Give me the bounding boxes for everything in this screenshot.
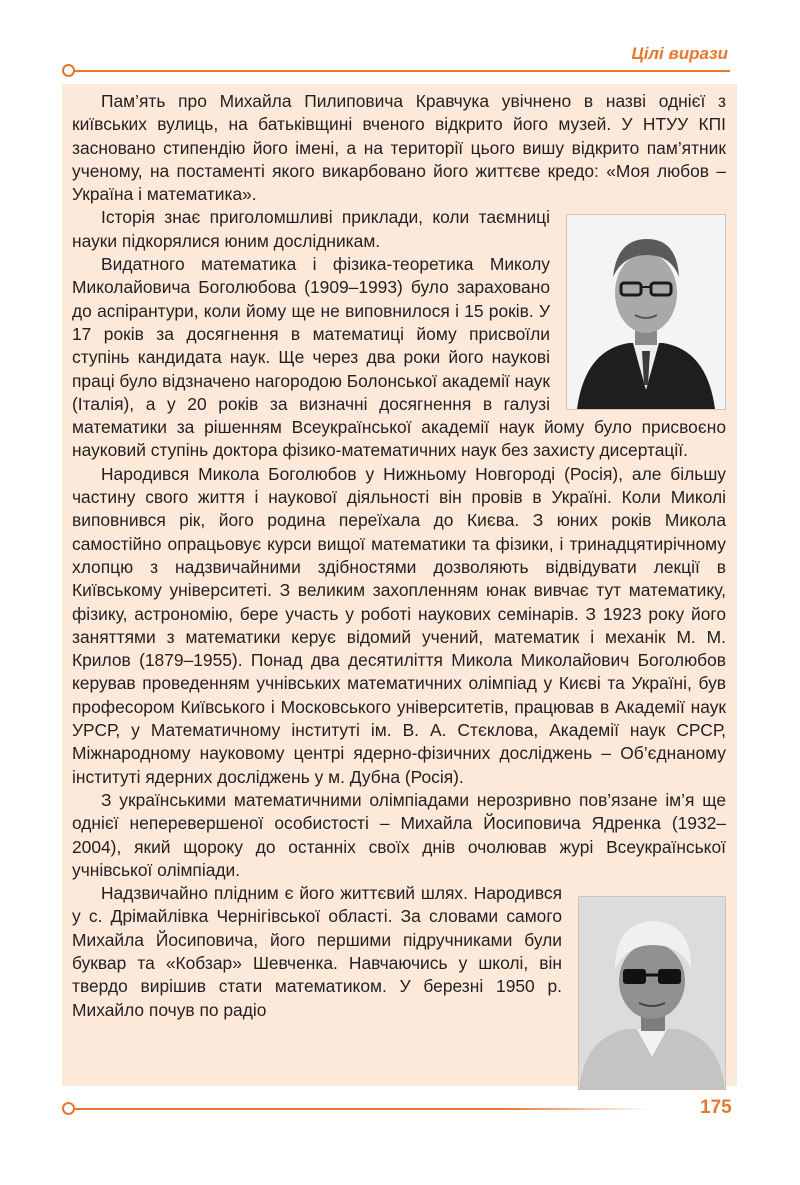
paragraph-bogolyubov-career: Видатного математика і фізика-теоретика Миколу Миколайовича Боголюбова (1909–1993) було зараховано до аспірантури, коли йому ще не виповнилося і 15 років. У 17 років за досягнення в математиці йому присвоїли ступінь кандидата наук. Ще через два роки його наукові праці було відзначено нагородою Болонської академії наук (Італія), а у 20 років за визначні досягнення в галузі математики за рішенням Всеукраїнської академії наук йому було присвоєно науковий ступінь доктора фізико-математичних наук без захисту дисертації. [72, 254, 726, 461]
bogolyubov-portrait-icon [567, 215, 725, 409]
bogolyubov-portrait [566, 214, 726, 410]
article-text [72, 90, 726, 1094]
paragraph-yadrenko-life: Надзвичайно плідним є його життєвий шлях. Народився у с. Дрімайлівка Чернігівської області. За словами самого Михайла Йосиповича, його першими підручниками були буквар та «Кобзар» Шевченка. Навчаючись у школі, він твердо вирішив стати математиком. У березні 1950 р. Михайло почув по радіо [72, 883, 562, 1020]
section-title: Цілі вирази [631, 44, 728, 63]
paragraph-young-researchers: Історія знає приголомшливі приклади, коли таємниці науки підкорялися юним дослідникам. [72, 207, 550, 251]
footer-rule-ring [62, 1102, 75, 1115]
header-rule [70, 70, 730, 72]
paragraph-kravchuk: Пам’ять про Михайла Пилиповича Кравчука увічнено в назві однієї з київських вулиць, на батьківщині вченого відкрито його музей. У НТУУ КПІ засновано стипендію його імені, а на території цього вишу відкрито пам’ятник ученому, на постаменті якого викарбовано його життєве кредо: «Моя любов – Україна і математика». [72, 91, 726, 205]
header-rule-ring [62, 64, 75, 77]
yadrenko-portrait-icon [579, 897, 725, 1089]
yadrenko-portrait [578, 896, 726, 1090]
paragraph-yadrenko-intro: З українськими математичними олімпіадами нерозривно пов’язане ім’я ще однієї неперевершеної особистості – Михайла Йосиповича Ядренка (1932–2004), який щороку до останніх своїх днів очолював журі Всеукраїнської учнівської олімпіади. [72, 789, 726, 880]
paragraph-bogolyubov-biography: Народився Микола Боголюбов у Нижньому Новгороді (Росія), але більшу частину свого життя і наукової діяльності він провів в Україні. Коли Миколі виповнився рік, його родина переїхала до Києва. З юних років Микола самостійно опрацьовує курси вищої математики та фізики, і тринадцятирічному хлопцю з надзвичайними здібностями дозволяють відвідувати лекції в Київському університеті. З великим захопленням юнак вивчає тут математику, фізику, астрономію, бере участь у роботі наукових семінарів. З 1923 року його заняттями з математики керує відомий учений, математик і механік М. М. Крилов (1879–1955). Понад два десятиліття Микола Миколайович Боголюбов керував проведенням учнівських математичних олімпіад у Києві та Україні, був професором Київського і Московського університетів, працював в Академії наук УРСР, у Математичному інституті ім. В. А. Стєклова, Академії наук СРСР, Міжнародному науковому центрі ядерно-фізичних досліджень – Об’єднаному інституті ядерних досліджень у м. Дубна (Росія). [72, 463, 726, 787]
footer-rule [70, 1108, 650, 1110]
page-number: 175 [700, 1097, 732, 1118]
